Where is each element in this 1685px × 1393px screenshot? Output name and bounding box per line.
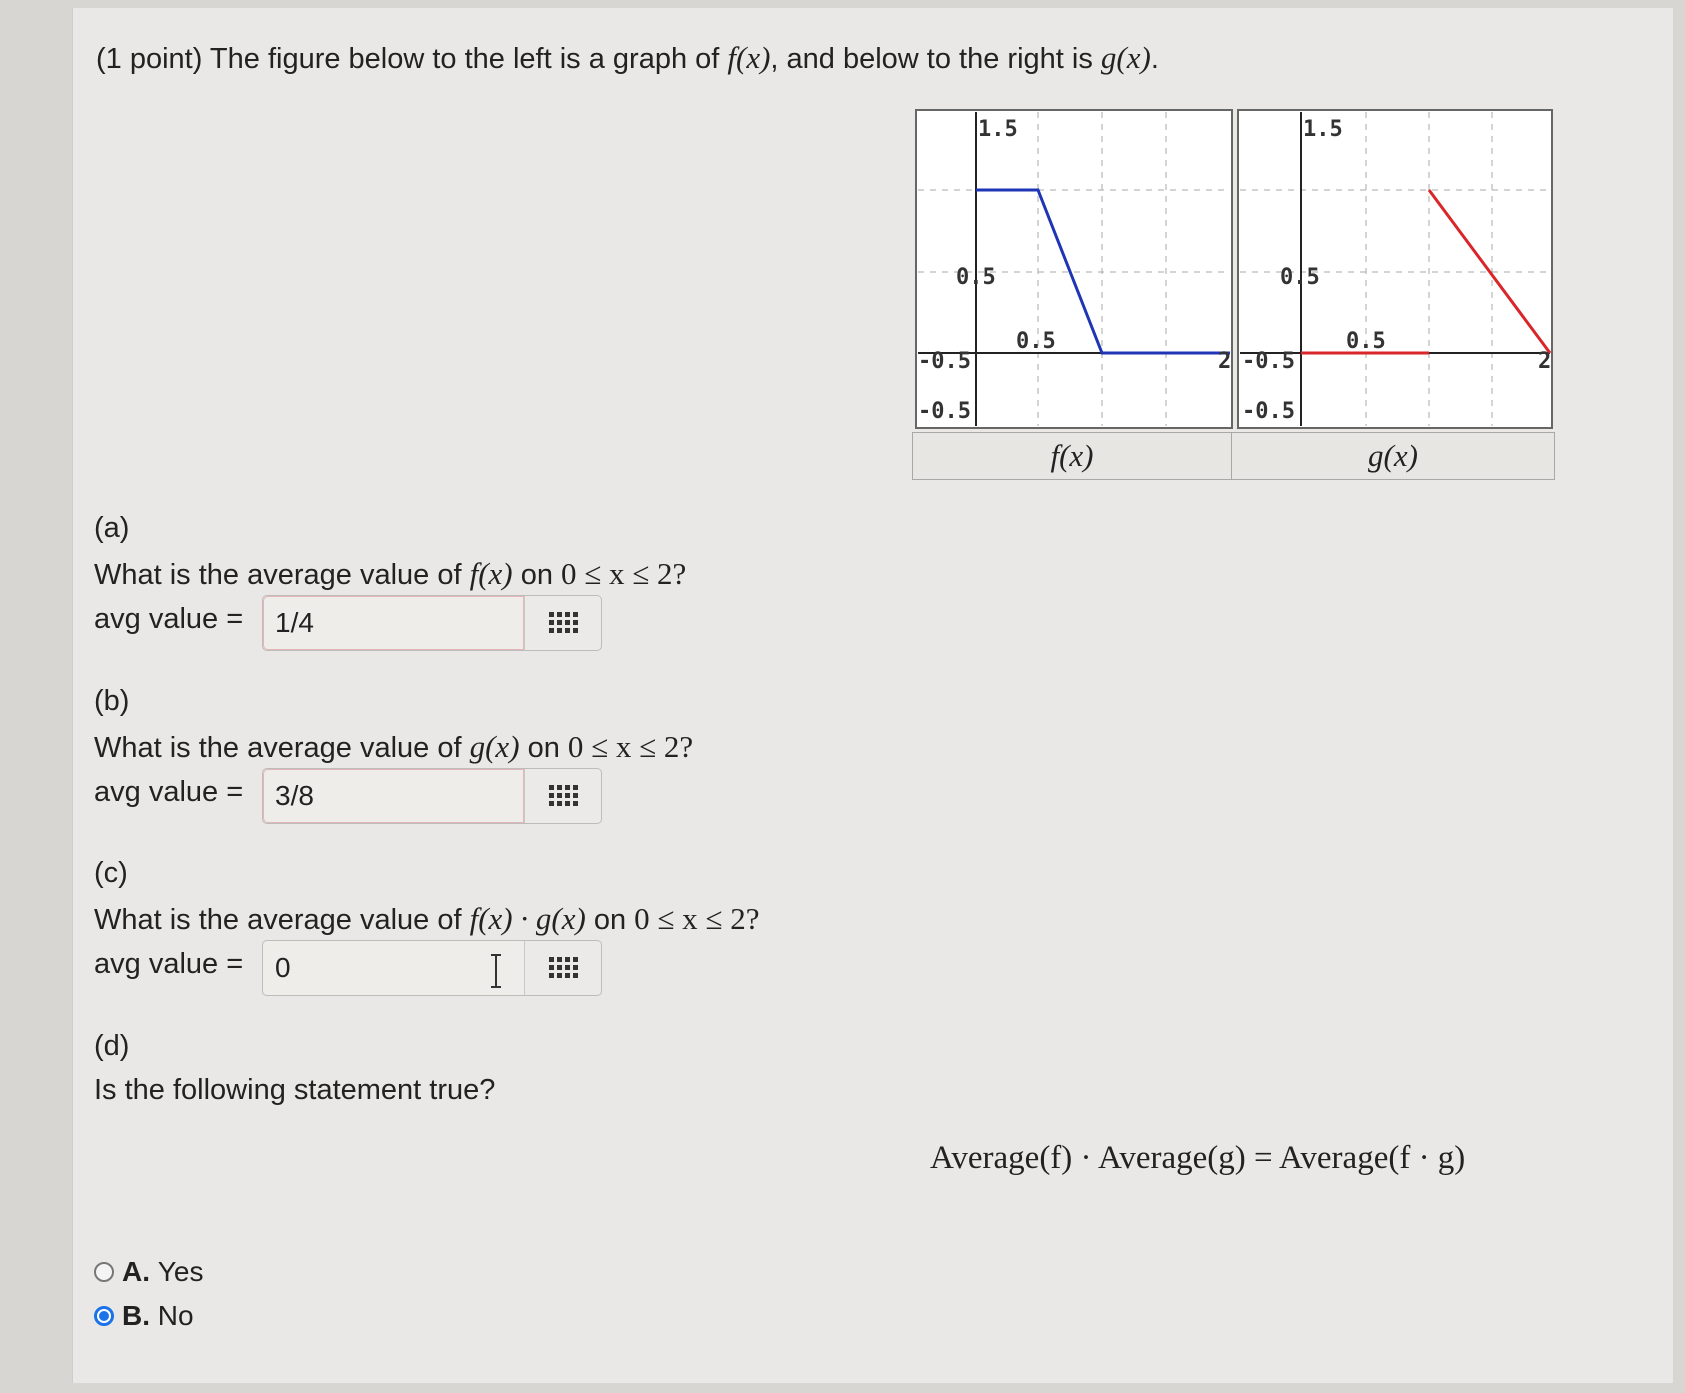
option-no[interactable] — [94, 1300, 194, 1332]
part-c-question — [94, 901, 759, 937]
part-c-answer-label: avg value = — [94, 948, 244, 980]
part-a-answer-input[interactable] — [263, 596, 525, 650]
g-tick-xend: 2 — [1538, 349, 1552, 374]
question-on: on — [519, 732, 568, 764]
question-expr: f(x) · g(x) — [469, 901, 586, 936]
option-text: Yes — [157, 1256, 204, 1287]
part-c-answer-box — [262, 940, 602, 996]
question-on: on — [512, 559, 562, 591]
f-tick-yneg: -0.5 — [918, 399, 971, 424]
part-a-answer-box — [262, 595, 602, 651]
f-tick-xhalf: 0.5 — [1016, 329, 1056, 354]
g-tick-xhalf: 0.5 — [1346, 329, 1386, 354]
question-text: What is the average value of — [94, 904, 470, 936]
part-a-question — [94, 556, 686, 592]
part-c-equation-button[interactable] — [526, 941, 602, 995]
part-a-equation-button[interactable] — [526, 596, 602, 650]
part-d-question: Is the following statement true? — [94, 1074, 496, 1106]
part-b-equation-button[interactable] — [526, 769, 602, 823]
question-expr: g(x) — [469, 729, 520, 764]
question-on: on — [585, 904, 635, 936]
part-b-answer-input[interactable] — [263, 769, 525, 823]
grid-dots-icon — [549, 612, 579, 634]
part-b-answer-label: avg value = — [94, 776, 244, 808]
part-a-answer-label: avg value = — [94, 603, 244, 635]
question-text: What is the average value of — [94, 559, 470, 591]
radio-no[interactable] — [94, 1306, 114, 1326]
part-d-label: (d) — [94, 1030, 130, 1062]
g-tick-top: 1.5 — [1303, 117, 1343, 142]
intro-text-end: . — [1150, 43, 1159, 75]
question-range: 0 ≤ x ≤ 2? — [561, 556, 687, 591]
part-b-question — [94, 729, 693, 765]
intro-text: (1 point) The figure below to the left is a graph of — [96, 43, 728, 75]
part-a-label: (a) — [94, 512, 130, 544]
g-tick-mid: 0.5 — [1280, 265, 1320, 290]
f-tick-mid: 0.5 — [956, 265, 996, 290]
part-b-label: (b) — [94, 685, 130, 717]
grid-dots-icon — [549, 785, 579, 807]
f-caption: f(x) — [912, 432, 1232, 480]
f-tick-top: 1.5 — [978, 117, 1018, 142]
question-range: 0 ≤ x ≤ 2? — [567, 729, 694, 764]
g-tick-yneg: -0.5 — [1242, 399, 1295, 424]
problem-intro — [96, 40, 1159, 76]
option-yes[interactable] — [94, 1256, 203, 1288]
statement-equation: Average(f) · Average(g) = Average(f · g) — [930, 1140, 1466, 1176]
intro-f-expr: f(x) — [727, 40, 771, 75]
part-c-label: (c) — [94, 857, 128, 889]
question-expr: f(x) — [469, 556, 513, 591]
graphs-svg — [912, 106, 1555, 432]
f-tick-xneg: -0.5 — [918, 349, 971, 374]
radio-yes[interactable] — [94, 1262, 114, 1282]
intro-g-expr: g(x) — [1100, 40, 1151, 75]
question-text: What is the average value of — [94, 732, 470, 764]
g-caption: g(x) — [1232, 432, 1555, 480]
option-text: No — [157, 1300, 194, 1331]
intro-text-middle: , and below to the right is — [770, 43, 1101, 75]
g-tick-xneg: -0.5 — [1242, 349, 1295, 374]
option-letter: B. — [122, 1300, 150, 1331]
part-b-answer-box — [262, 768, 602, 824]
part-c-answer-input[interactable] — [263, 941, 525, 995]
option-letter: A. — [122, 1256, 150, 1287]
grid-dots-icon — [549, 957, 579, 979]
graphs-figure — [912, 106, 1555, 480]
f-tick-xend: 2 — [1218, 349, 1232, 374]
question-range: 0 ≤ x ≤ 2? — [634, 901, 760, 936]
text-cursor-icon — [488, 953, 504, 989]
